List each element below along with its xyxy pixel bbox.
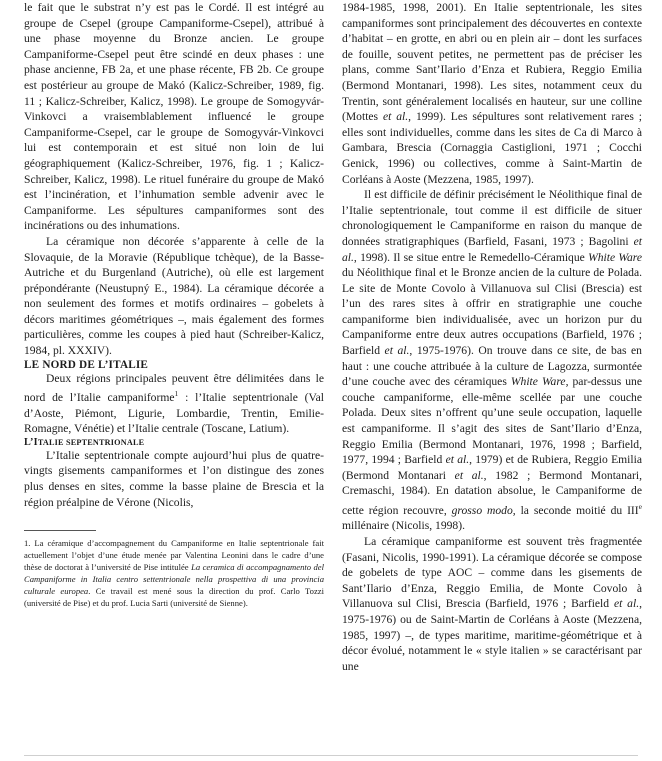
italic-run: et al. (613, 597, 640, 611)
paragraph-csepel-group: le fait que le substrat n’y est pas le Cordé. Il est intégré au groupe de Csepel (groupe Campaniforme-Csepel), attribué à une phase moyenne du Bronze ancien. Le groupe Campaniforme-Csepel peut être scindé en deux phases : une phase ancienne, FB 2a, et une phase récente, FB 2b. Ce groupe est postérieur au groupe de Makó (Kalicz-Schreiber, 1989, fig. 11 ; Kalicz-Schreiber, Kalicz, 1998). Le groupe de Somogyvár-Vinkovci a vraisemblablement influencé le groupe Campaniforme-Csepel, car le groupe de Somogyvár-Vinkovci lui est contemporain et est situé non loin de lui géographiquement (Kalicz-Schreiber, 1976, fig. 1 ; Kalicz-Schreiber, Kalicz, 1998). Le rituel funéraire du groupe de Makó est l’incinération, et l’inhumation semble advenir avec le Campaniforme. Les sépultures campaniformes sont des incinérations ou des inhumations. (24, 1, 324, 233)
text-run: 1984-1985, 1998, 2001). En Italie septentrionale, les sites campaniformes sont principalement des découvertes en contexte d’habitat – en grotte, en abri ou en plein air – dont les surfaces de fouille, souvent petites, ne permettent pas de préciser les plans, comme Sant’Ilario d’Enza et Rubiera, Reggio Emilia (Bermond Montanari, 1998). Les sites, notamment ceux du Trentin, sont généralement localisés en hauteur, sur une colline (Mottes (342, 1, 642, 124)
page-bottom-rule (24, 755, 638, 756)
superscript: e (638, 502, 642, 511)
paragraph-undecorated-pottery: La céramique non décorée s’apparente à celle de la Slovaquie, de la Moravie (République tchèque), de la Basse-Autriche et du Burgenland (Autriche), où elle est largement prépondérante (Neustupný E., 1984). La céramique décorée a non seulement des formes et motifs ordinaires – gobelets à décors maritimes géométriques –, mais également des formes particulières, comme les coupes à pied haut (Schreiber-Kalicz, 1984, pl. XXXIV). (24, 234, 324, 358)
footnote-ref: 1 (174, 389, 179, 399)
text-run: La céramique campaniforme est souvent très fragmentée (Fasani, Nicolis, 1990-1991). La céramique décorée se compose de gobelets de type AOC – comme dans les gisements de Sant’Ilario d’Enza, Reggio Emilia, de Monte Covolo à Villanuova sul Clisi, Brescia (Barfield, 1976 ; Barfield (342, 535, 642, 611)
paragraph-eighty-sites: L’Italie septentrionale compte aujourd’hui plus de quatre-vingts gisements campaniformes et l’on distingue des zones plus denses en sites, comme la basse plaine de Brescia et la région préalpine de Vérone (Nicolis, (24, 448, 324, 509)
italic-run: et al. (454, 468, 484, 482)
italic-run: White Ware (588, 250, 643, 264)
text-run: , 1982 ; Bermond Montanari, Cremaschi, 1984). En datation absolue, le Campaniforme de cette région recouvre, (342, 468, 642, 517)
footnote-text: 1. La céramique d’accompagnement du Campaniforme en Italie septentrionale fait actuellement l’objet d’une étude menée par Valentina Leonini dans le cadre d’une thèse de doctorat à l’université de Pise intitulée (24, 538, 324, 573)
heading-small-caps: TALIE SEPTENTRIONALE (37, 437, 145, 447)
italic-run: et al. (342, 234, 642, 264)
italic-run: et al. (384, 344, 410, 358)
text-run: du Néolithique final et le Bronze ancien de la culture de Polada. Le site de Monte Covolo à Villanuova sul Clisi (Brescia) est l’un des rares sites à offrir en stratigraphie une couche campaniforme bien individualisée, avec un horizon pur du Campaniforme entre deux autres occupations (Barfield, 1976 ; Barfield (342, 266, 642, 358)
paragraph-chronology (342, 187, 642, 534)
right-column (342, 0, 642, 674)
paragraph-fragmented-pottery (342, 534, 642, 674)
text-run: , 1998). Il se situe entre le Remedello-Céramique (353, 250, 589, 264)
text-run: la seconde moitié du III (515, 503, 639, 517)
paragraph-two-regions (24, 371, 324, 437)
footnote-text: . Ce travail est mené sous la direction du prof. Carlo Tozzi (université de Pise) et du prof. Lucia Sarti (université de Sienne). (24, 586, 324, 609)
text-run: , 1979) et de Rubiera, Reggio Emilia (Bermond Montanari (342, 453, 642, 482)
text-run: Il est difficile de définir précisément le Néolithique final de l’Italie septentrionale, tout comme il est difficile de situer chronologiquement le Campaniforme en raison du manque de données stratigraphiques (Barfield, Fasani, 1973 ; Bagolini (342, 188, 642, 248)
left-column (24, 0, 324, 609)
italic-run: et al. (382, 110, 409, 124)
footnote-1 (24, 537, 324, 609)
footnote-divider (24, 530, 96, 531)
footnote-italic-title: La ceramica di accompagnamento del Campaniforme in Italia centro settentrionale nella prospettiva di una provincia culturale europea (24, 562, 324, 597)
text-run: , 1975-1976). On trouve dans ce site, de bas en haut : une couche attribuée à la culture de Lagozza, surmontée d’une couche avec des céramiques (342, 344, 642, 389)
italic-run: et al. (445, 453, 470, 467)
paragraph-habitat-sites (342, 0, 642, 187)
text-run: millénaire (Nicolis, 1998). (342, 519, 465, 533)
text-run: : l’Italie septentrionale (Val d’Aoste, Piémont, Ligurie, Lombardie, Trentin, Emilie-Romagne, Vénétie) et l’Italie centrale (Toscane, Latium). (24, 391, 324, 436)
text-run: , 1975-1976) ou de Saint-Martin de Corléans à Aoste (Mezzena, 1985, 1997) –, de types maritime, maritime-géométrique et à décor évolué, notamment le « style italien » se caractérisant par une (342, 597, 643, 673)
subsection-heading-northern-italy (24, 437, 324, 448)
heading-initial: L’I (24, 436, 38, 448)
italic-run: grosso modo, (451, 503, 516, 517)
text-run: , 1999). Les sépultures sont relativement rares ; elles sont individuelles, comme dans les sites de Ca di Marco à Gambara, Brescia (Cornaggia Castiglioni, 1971 ; Cocchi Genick, 1996) ou collectives, comme à Saint-Martin de Corléans à Aoste (Mezzena, 1985, 1997). (342, 110, 643, 186)
text-run: par-dessus une couche campaniforme, elle-même scellée par une couche Polada. Deux sites n’offrent qu’une seule occupation, laquelle est campaniforme. Il s’agit des sites de Sant’Ilario d’Enza, Reggio Emilia (Bermond Montanari, 1976, 1998 ; Barfield, 1977, 1994 ; Barfield (342, 375, 642, 467)
text-run: Deux régions principales peuvent être délimitées dans le nord de l’Italie campaniforme (24, 371, 324, 405)
section-heading-north-italy: LE NORD DE L’ITALIE (24, 358, 149, 371)
italic-run: White Ware, (510, 375, 569, 389)
